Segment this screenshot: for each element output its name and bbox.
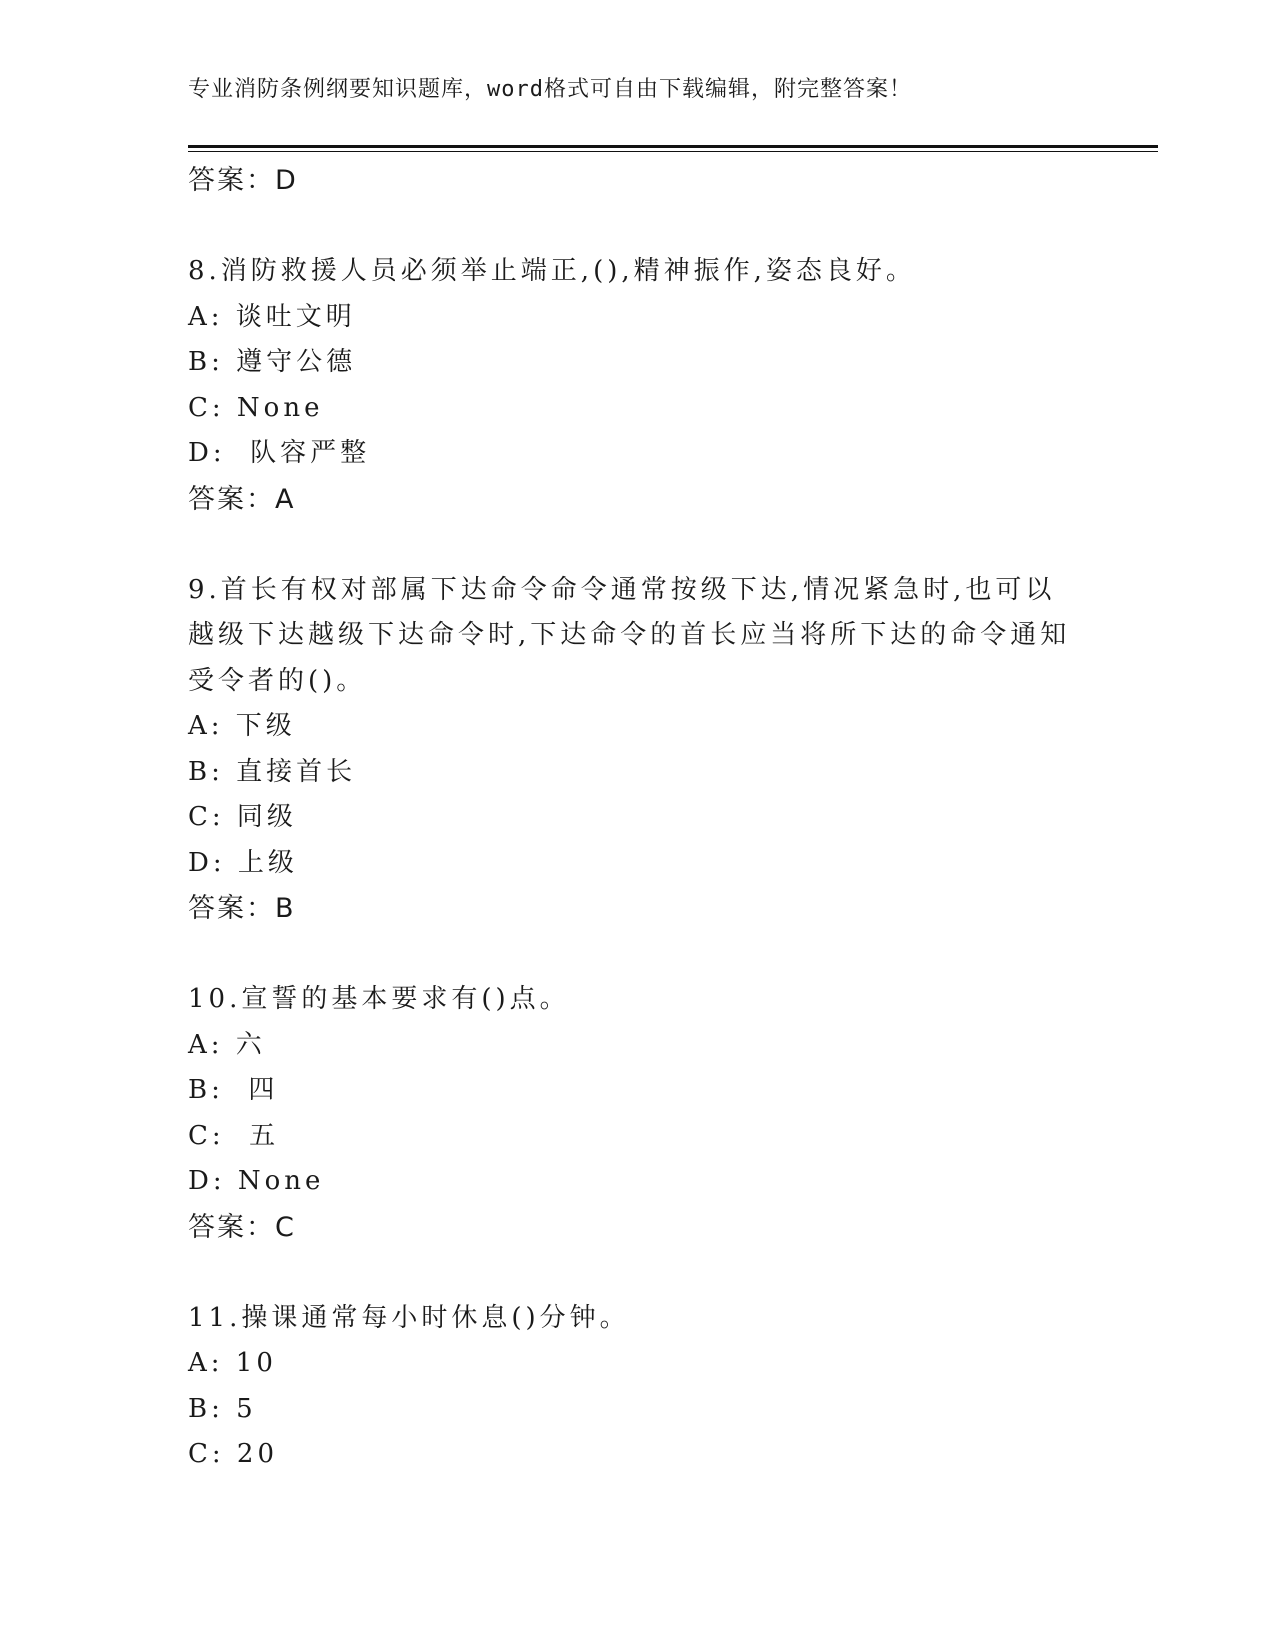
option-c: C: None xyxy=(188,392,324,423)
question-text: 9.首长有权对部属下达命令命令通常按级下达,情况紧急时,也可以 越级下达越级下达命令时,下达命令的首长应当将所下达的命令通知受令者的()。 xyxy=(188,574,1071,696)
option-b: B: 四 xyxy=(188,1075,279,1105)
option-d: D: 上级 xyxy=(188,847,298,878)
answer-prefix: 答案： xyxy=(188,483,275,515)
answer-value: D xyxy=(275,165,298,196)
option-d: D: None xyxy=(188,1166,325,1196)
answer-prefix: 答案： xyxy=(188,165,275,196)
option-a: A: 下级 xyxy=(188,711,296,741)
question-text: 10.宣誓的基本要求有()点。 xyxy=(188,984,570,1014)
option-a: A: 谈吐文明 xyxy=(188,301,356,332)
option-c: C: 五 xyxy=(188,1120,280,1151)
answer-prefix: 答案： xyxy=(188,893,275,924)
option-a: A: 六 xyxy=(188,1029,266,1060)
question-block xyxy=(188,977,1088,1250)
header-rule-thick xyxy=(188,145,1158,148)
answer-value: A xyxy=(275,483,296,515)
question-block xyxy=(188,1296,1088,1478)
header-rule-thin xyxy=(188,151,1158,152)
option-c: C: 20 xyxy=(188,1439,279,1469)
question-text: 11.操课通常每小时休息()分钟。 xyxy=(188,1302,630,1333)
question-text: 8.消防救援人员必须举止端正,(),精神振作,姿态良好。 xyxy=(188,256,916,286)
option-b: B: 遵守公德 xyxy=(188,347,357,377)
option-a: A: 10 xyxy=(188,1348,277,1378)
answer-prefix: 答案： xyxy=(188,1211,275,1243)
answer-line xyxy=(188,477,1088,523)
option-d: D: 队容严整 xyxy=(188,438,371,468)
question-block xyxy=(188,249,1088,522)
question-list xyxy=(188,158,1088,1478)
spacer xyxy=(188,1250,1088,1296)
option-c: C: 同级 xyxy=(188,802,297,832)
spacer xyxy=(188,204,1088,250)
answer-value: C xyxy=(275,1211,296,1243)
spacer xyxy=(188,522,1088,568)
spacer xyxy=(188,932,1088,978)
answer-line xyxy=(188,158,1088,204)
option-b: B: 5 xyxy=(188,1393,257,1424)
answer-line xyxy=(188,886,1088,932)
page-header: 专业消防条例纲要知识题库，word格式可自由下载编辑，附完整答案！ xyxy=(188,77,912,102)
answer-line xyxy=(188,1205,1088,1251)
option-b: B: 直接首长 xyxy=(188,756,357,787)
question-block xyxy=(188,568,1088,932)
answer-value: B xyxy=(275,893,296,924)
